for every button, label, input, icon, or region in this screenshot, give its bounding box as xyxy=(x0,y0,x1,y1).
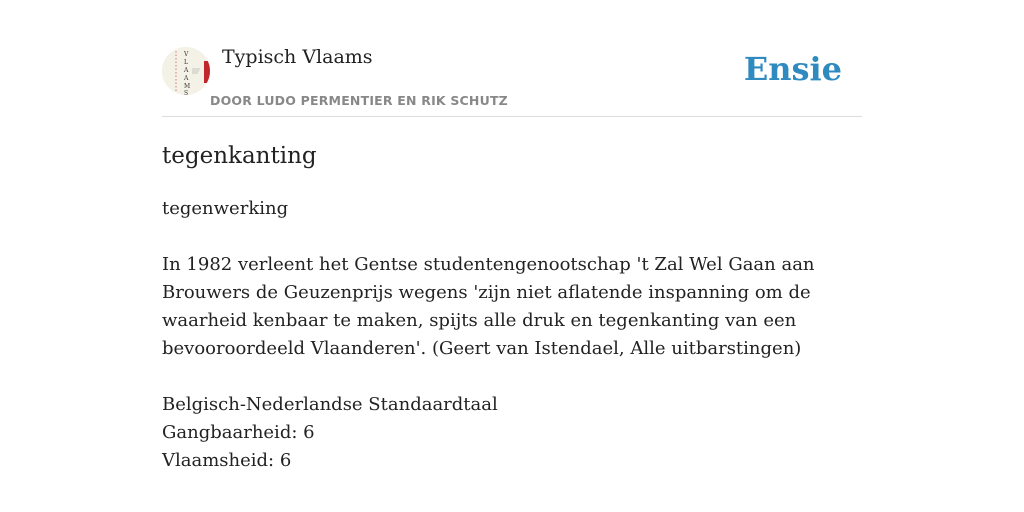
entry-language: Belgisch-Nederlandse Standaardtaal xyxy=(162,394,498,415)
svg-text:A: A xyxy=(184,75,189,82)
svg-text:A: A xyxy=(184,67,189,74)
svg-text:L: L xyxy=(184,59,188,66)
entry-vlaamsheid: Vlaamsheid: 6 xyxy=(162,450,292,471)
svg-text:M: M xyxy=(184,83,191,90)
svg-text:V: V xyxy=(184,51,189,58)
header xyxy=(162,0,862,117)
spacer xyxy=(162,223,862,251)
svg-text:S: S xyxy=(184,90,189,95)
book-authors: DOOR LUDO PERMENTIER EN RIK SCHUTZ xyxy=(210,93,508,108)
entry-example: In 1982 verleent het Gentse studentengenootschap 't Zal Wel Gaan aan Brouwers de Geuzenprijs wegens 'zijn niet aflatende inspanning om de waarheid kenbaar te maken, spijts alle druk en tegenkanting van een bevooroordeeld Vlaanderen'. (Geert van Istendael, Alle uitbarstingen) xyxy=(162,254,815,359)
entry-term: tegenkanting xyxy=(162,143,317,169)
book-cover-icon[interactable] xyxy=(162,47,210,95)
entry-definition: tegenwerking xyxy=(162,198,289,219)
entry-content xyxy=(162,195,862,475)
page-container xyxy=(162,0,862,475)
book-title[interactable]: Typisch Vlaams xyxy=(222,46,373,68)
entry-gangbaarheid: Gangbaarheid: 6 xyxy=(162,422,315,443)
brand-logo[interactable]: Ensie xyxy=(743,50,842,88)
spacer xyxy=(162,363,862,391)
